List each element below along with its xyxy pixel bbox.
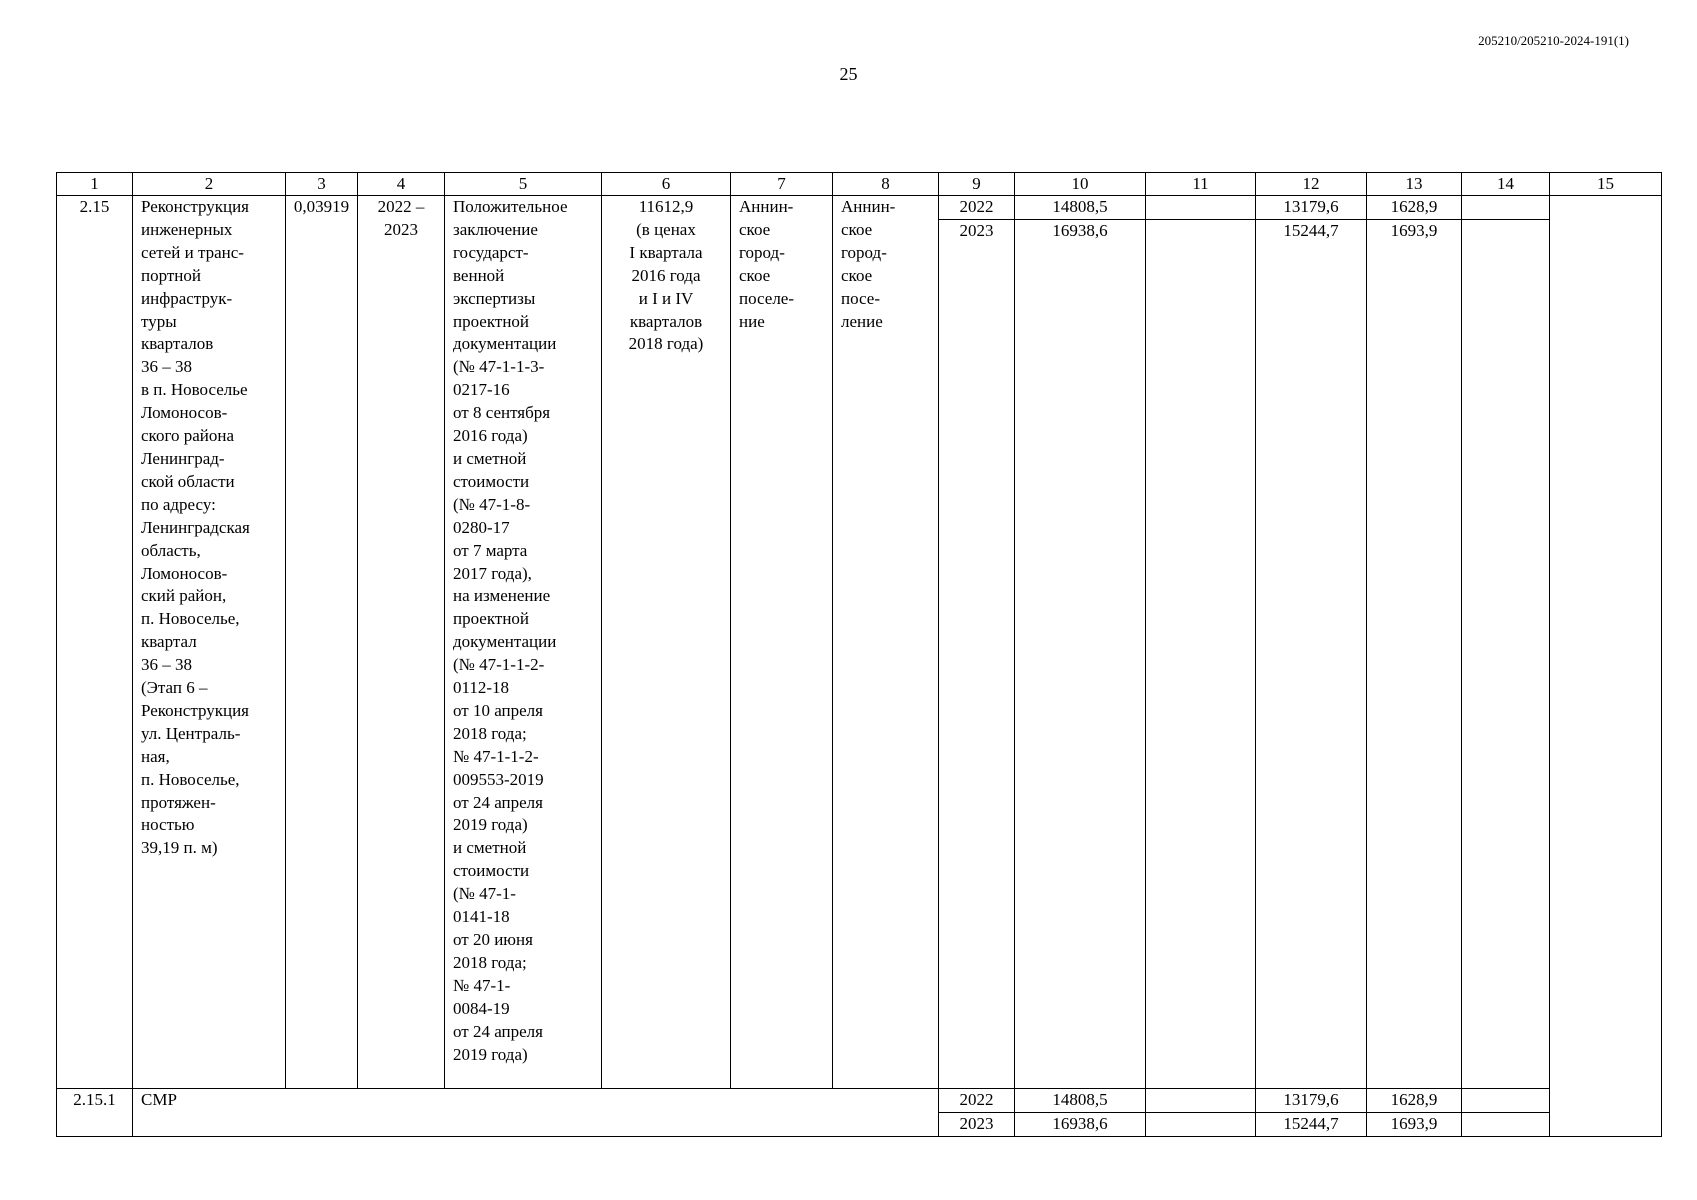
- federal-cell: [1146, 219, 1256, 1088]
- cell-line: ское: [841, 265, 873, 285]
- column-number: 12: [1256, 173, 1367, 196]
- cell-line: документации: [453, 334, 557, 354]
- cell-line: город-: [739, 242, 785, 262]
- year-cell: 2022: [939, 1088, 1015, 1112]
- cell-line: ление: [841, 311, 883, 331]
- cell-line: экспертизы: [453, 288, 536, 308]
- cell-line: ское: [739, 265, 771, 285]
- other-cell: [1462, 1112, 1550, 1136]
- cell-line: 2016 года: [631, 265, 701, 285]
- other-cell: [1462, 1088, 1550, 1112]
- cell-line: (№ 47-1-1-3-: [453, 357, 545, 377]
- column-number: 14: [1462, 173, 1550, 196]
- cell-line: ский район,: [141, 586, 227, 606]
- cell-line: область,: [141, 540, 201, 560]
- column-number: 3: [286, 173, 358, 196]
- page-number: 25: [839, 64, 858, 84]
- table-row: [57, 196, 1662, 220]
- cell-line: 2019 года): [453, 815, 528, 835]
- construction-period: [358, 196, 445, 1089]
- table-row: [57, 1088, 1662, 1112]
- cell-line: сетей и транс-: [141, 242, 244, 262]
- regional-cell: 15244,7: [1256, 1112, 1367, 1136]
- cell-line: ское: [739, 219, 771, 239]
- cell-line: Аннин-: [739, 197, 794, 216]
- other-cell: [1462, 196, 1550, 220]
- cell-line: по адресу:: [141, 494, 216, 514]
- cell-line: п. Новоселье,: [141, 609, 240, 629]
- column-number: 15: [1550, 173, 1662, 196]
- object-name: СМР: [133, 1088, 939, 1136]
- regional-cell: 15244,7: [1256, 219, 1367, 1088]
- cell-line: от 7 марта: [453, 540, 528, 560]
- cell-line: 36 – 38: [141, 655, 192, 675]
- cell-line: Аннин-: [841, 197, 896, 216]
- cell-line: инженерных: [141, 219, 233, 239]
- cell-line: Ленинград-: [141, 448, 225, 468]
- cell-line: ской области: [141, 471, 235, 491]
- recipient: [833, 196, 939, 1089]
- cell-line: кварталов: [141, 334, 214, 354]
- cell-line: 2018 года): [628, 334, 704, 354]
- column-number-row: [57, 173, 1662, 196]
- cell-line: ная,: [141, 746, 170, 766]
- cell-line: от 20 июня: [453, 930, 533, 949]
- cell-line: 2022 –: [377, 197, 425, 216]
- column-number: 6: [602, 173, 731, 196]
- column-15-cell: [1550, 196, 1662, 1137]
- column-number: 2: [133, 173, 286, 196]
- cell-line: I квартала: [629, 242, 703, 262]
- cell-line: государст-: [453, 242, 529, 262]
- federal-cell: [1146, 196, 1256, 220]
- total-cell: 16938,6: [1015, 1112, 1146, 1136]
- cell-line: стоимости: [453, 861, 530, 881]
- cell-line: проектной: [453, 311, 530, 331]
- cell-line: 0084-19: [453, 998, 510, 1018]
- cell-line: 36 – 38: [141, 357, 192, 377]
- cell-line: инфраструк-: [141, 288, 233, 308]
- cell-line: Реконструкция: [141, 197, 250, 216]
- cell-line: (№ 47-1-8-: [453, 494, 531, 514]
- regional-cell: 13179,6: [1256, 1088, 1367, 1112]
- local-cell: 1628,9: [1367, 1088, 1462, 1112]
- cell-line: кварталов: [629, 311, 703, 331]
- cell-line: от 10 апреля: [453, 700, 543, 720]
- local-cell: 1628,9: [1367, 196, 1462, 220]
- cell-line: 0280-17: [453, 517, 510, 537]
- cell-line: 11612,9: [638, 197, 694, 216]
- federal-cell: [1146, 1088, 1256, 1112]
- cell-line: 2018 года;: [453, 952, 527, 972]
- cell-line: от 8 сентября: [453, 403, 551, 423]
- capacity-value: 0,03919: [286, 196, 358, 1089]
- column-number: 4: [358, 173, 445, 196]
- cell-line: от 24 апреля: [453, 792, 543, 812]
- cell-line: портной: [141, 265, 201, 285]
- column-number: 8: [833, 173, 939, 196]
- cell-line: № 47-1-: [453, 975, 511, 995]
- cell-line: 009553-2019: [453, 769, 544, 789]
- column-number: 13: [1367, 173, 1462, 196]
- column-number: 7: [731, 173, 833, 196]
- local-cell: 1693,9: [1367, 219, 1462, 1088]
- column-number: 5: [445, 173, 602, 196]
- column-number: 9: [939, 173, 1015, 196]
- cell-line: Ломоносов-: [141, 563, 228, 583]
- cell-line: посе-: [841, 288, 880, 308]
- regional-cell: 13179,6: [1256, 196, 1367, 220]
- cell-line: от 24 апреля: [453, 1021, 543, 1041]
- total-cell: 14808,5: [1015, 1088, 1146, 1112]
- year-cell: 2023: [939, 1112, 1015, 1136]
- cell-line: и сметной: [453, 838, 527, 858]
- cell-line: Положительное: [453, 197, 568, 216]
- cell-line: стоимости: [453, 471, 530, 491]
- other-cell: [1462, 219, 1550, 1088]
- program-table: [56, 172, 1662, 1137]
- customer: [731, 196, 833, 1089]
- cell-line: 2018 года;: [453, 723, 527, 743]
- cell-line: и I и IV: [638, 288, 694, 308]
- cell-line: протяжен-: [141, 792, 216, 812]
- estimated-cost: [602, 196, 731, 1089]
- cell-line: 2017 года),: [453, 563, 532, 583]
- expertise-conclusion: [445, 196, 602, 1089]
- year-cell: 2022: [939, 196, 1015, 220]
- cell-line: (№ 47-1-: [453, 884, 516, 904]
- cell-line: квартал: [141, 632, 197, 652]
- column-number: 1: [57, 173, 133, 196]
- total-cell: 14808,5: [1015, 196, 1146, 220]
- cell-line: (№ 47-1-1-2-: [453, 655, 545, 675]
- cell-line: ское: [841, 219, 873, 239]
- cell-line: документации: [453, 632, 557, 652]
- total-cell: 16938,6: [1015, 219, 1146, 1088]
- cell-line: поселе-: [739, 288, 795, 308]
- cell-line: 0141-18: [453, 907, 510, 927]
- cell-line: п. Новоселье,: [141, 769, 240, 789]
- cell-line: Реконструкция: [141, 700, 250, 720]
- cell-line: в п. Новоселье: [141, 380, 248, 400]
- column-number: 11: [1146, 173, 1256, 196]
- local-cell: 1693,9: [1367, 1112, 1462, 1136]
- cell-line: туры: [141, 311, 177, 331]
- cell-line: город-: [841, 242, 887, 262]
- cell-line: 2016 года): [453, 426, 528, 446]
- row-number: 2.15: [57, 196, 133, 1089]
- cell-line: № 47-1-1-2-: [453, 746, 539, 766]
- cell-line: 0112-18: [453, 678, 510, 698]
- cell-line: 0217-16: [453, 380, 510, 400]
- row-number: 2.15.1: [57, 1088, 133, 1136]
- cell-line: 39,19 п. м): [141, 838, 218, 858]
- document-id: 205210/205210-2024-191(1): [1478, 33, 1629, 48]
- cell-line: 2023: [384, 219, 418, 239]
- cell-line: Ломоносов-: [141, 403, 228, 423]
- cell-line: заключение: [453, 219, 538, 239]
- cell-line: (в ценах: [636, 219, 696, 239]
- cell-line: и сметной: [453, 448, 527, 468]
- cell-line: на изменение: [453, 586, 551, 606]
- cell-line: 2019 года): [453, 1044, 528, 1064]
- federal-cell: [1146, 1112, 1256, 1136]
- cell-line: (Этап 6 –: [141, 678, 208, 698]
- object-name: [133, 196, 286, 1089]
- cell-line: ул. Централь-: [141, 723, 241, 743]
- column-number: 10: [1015, 173, 1146, 196]
- cell-line: ние: [739, 311, 765, 331]
- cell-line: ностью: [141, 815, 195, 835]
- cell-line: Ленинградская: [141, 517, 250, 537]
- cell-line: ского района: [141, 426, 235, 446]
- year-cell: 2023: [939, 219, 1015, 1088]
- cell-line: проектной: [453, 609, 530, 629]
- cell-line: венной: [453, 265, 505, 285]
